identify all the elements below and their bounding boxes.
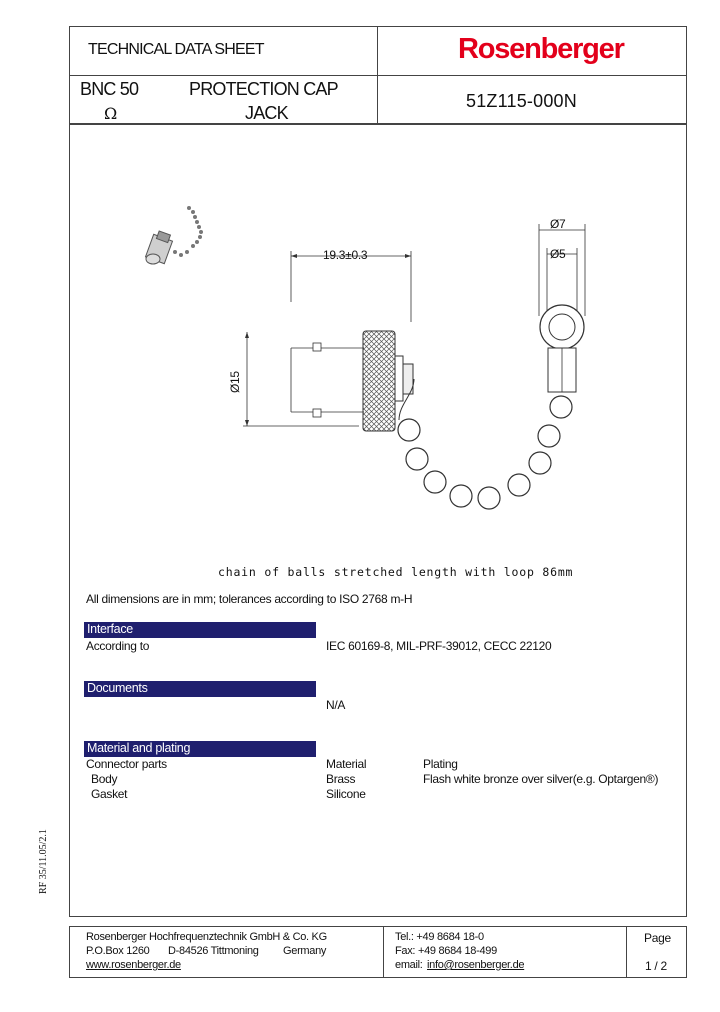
- header-hline: [69, 75, 687, 76]
- material-heading-bar: [84, 741, 316, 757]
- brand-logo: Rosenberger: [458, 33, 624, 65]
- page-label: Page: [644, 931, 671, 945]
- page-number: 1 / 2: [645, 959, 667, 973]
- product-name-line2: JACK: [245, 103, 288, 123]
- interface-heading: Interface: [87, 622, 133, 636]
- dimension-inner-diameter: Ø5: [550, 247, 566, 261]
- product-thumbnail: [145, 206, 203, 264]
- documents-heading: Documents: [87, 681, 148, 695]
- dimension-diameter-15: Ø15: [228, 371, 242, 393]
- product-name-line1: PROTECTION CAP: [189, 79, 338, 99]
- footer-website-link[interactable]: www.rosenberger.de: [86, 959, 181, 971]
- footer-tel: Tel.: +49 8684 18-0: [395, 931, 484, 943]
- documents-value: N/A: [326, 698, 346, 712]
- footer-divider-2: [626, 926, 627, 978]
- material-row-material: Brass: [326, 772, 356, 786]
- material-col-material: Material: [326, 757, 367, 771]
- footer-email-link[interactable]: info@rosenberger.de: [427, 959, 525, 971]
- interface-label: According to: [86, 639, 150, 653]
- doc-title: TECHNICAL DATA SHEET: [88, 41, 264, 58]
- footer-pobox: P.O.Box 1260: [86, 945, 150, 957]
- part-number: 51Z115-000N: [466, 91, 577, 111]
- material-row-material: Silicone: [326, 787, 366, 801]
- material-col-plating: Plating: [423, 757, 458, 771]
- footer-divider-1: [383, 926, 384, 978]
- dimensions-note: All dimensions are in mm; tolerances according to ISO 2768 m-H: [86, 592, 413, 606]
- series-label: BNC 50: [80, 79, 139, 99]
- drawing-caption: chain of balls stretched length with loop 86mm: [218, 565, 574, 579]
- footer-country: Germany: [283, 945, 327, 957]
- side-reference: RF 35/11.05/2.1: [38, 829, 49, 894]
- dimension-length: 19.3±0.3: [323, 248, 368, 262]
- header-vline: [377, 26, 378, 124]
- footer-city: D-84526 Tittmoning: [168, 945, 259, 957]
- technical-drawing: [69, 124, 687, 554]
- footer-fax: Fax: +49 8684 18-499: [395, 945, 497, 957]
- dimension-outer-diameter: Ø7: [550, 217, 566, 231]
- interface-heading-bar: [84, 622, 316, 638]
- footer-email-label: email:: [395, 959, 423, 971]
- material-row-part: Body: [91, 772, 118, 786]
- material-row-part: Gasket: [91, 787, 128, 801]
- material-col-part: Connector parts: [86, 757, 167, 771]
- material-row-plating: Flash white bronze over silver(e.g. Optargen®): [423, 772, 659, 786]
- material-heading: Material and plating: [87, 741, 191, 755]
- impedance-symbol: Ω: [104, 104, 118, 123]
- interface-value: IEC 60169-8, MIL-PRF-39012, CECC 22120: [326, 639, 552, 653]
- footer-company: Rosenberger Hochfrequenztechnik GmbH & Co. KG: [86, 931, 327, 943]
- documents-heading-bar: [84, 681, 316, 697]
